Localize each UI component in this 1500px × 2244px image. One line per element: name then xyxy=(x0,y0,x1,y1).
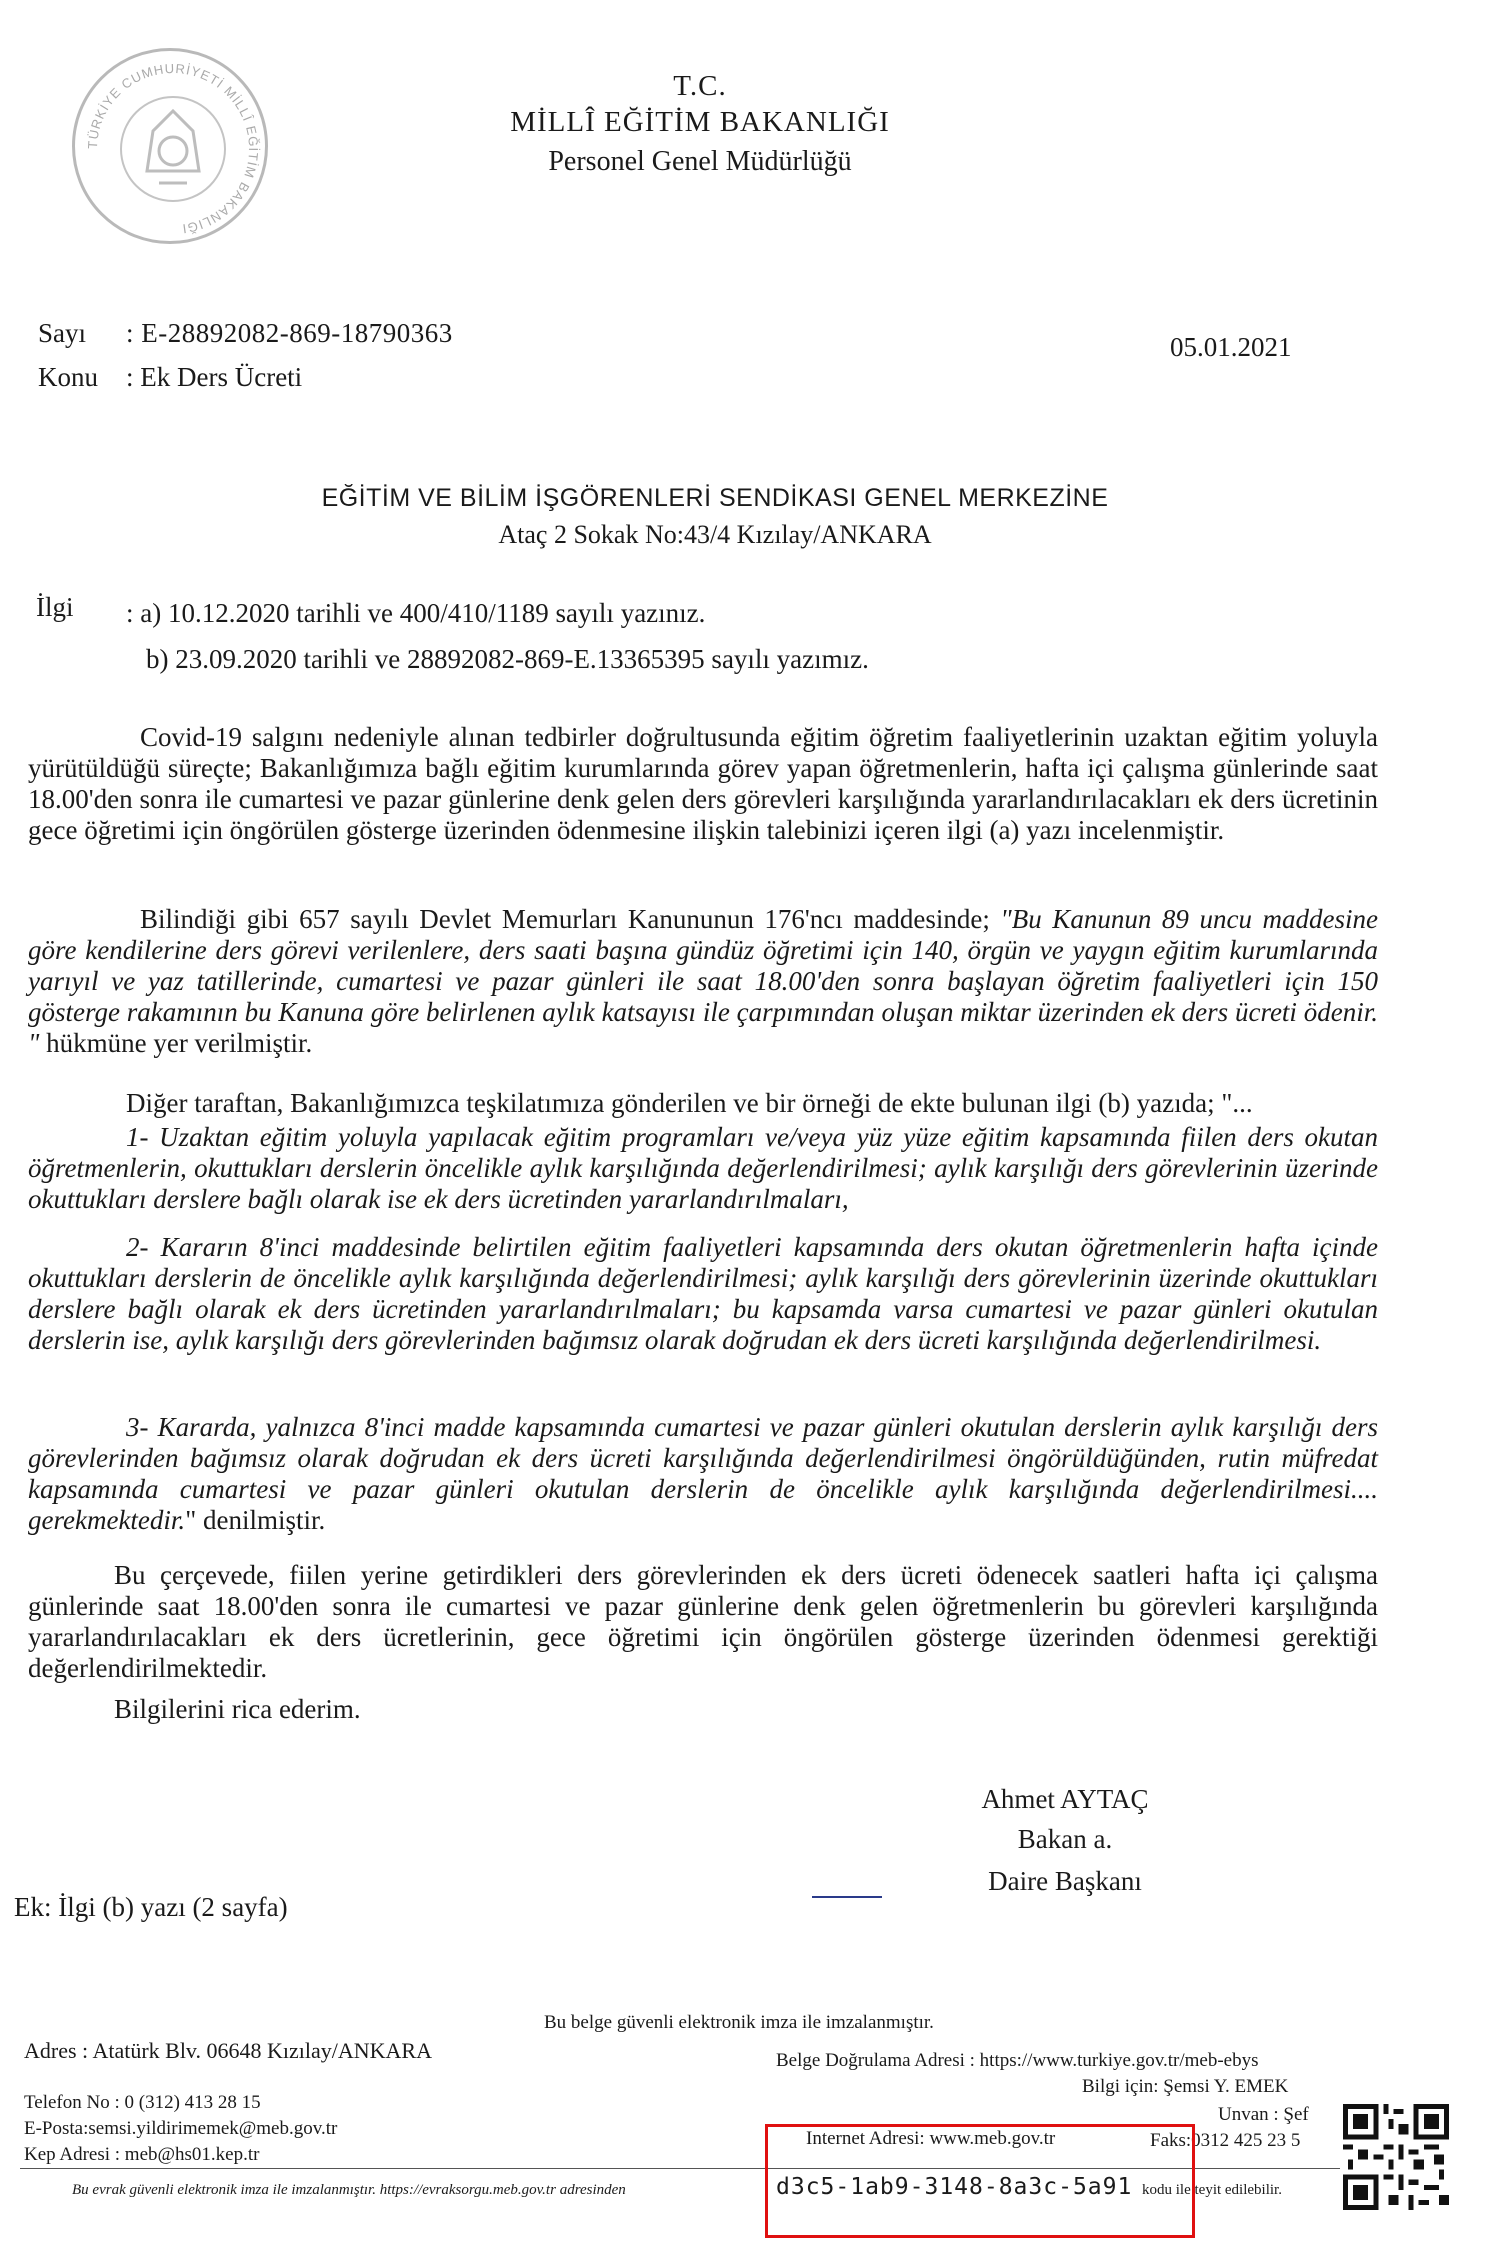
seal-text: TÜRKİYE CUMHURİYETİ MİLLÎ EĞİTİM BAKANLIĞI xyxy=(84,60,262,237)
konu-value: : Ek Ders Ücreti xyxy=(126,362,303,392)
highlight-box xyxy=(765,2124,1195,2238)
ilgi-b: b) 23.09.2020 tarihli ve 28892082-869-E.13365395 sayılı yazımız. xyxy=(146,644,869,674)
signature-mark xyxy=(812,1896,882,1898)
paragraph-3: Diğer taraftan, Bakanlığımızca teşkilatımıza gönderilen ve bir örneği de ekte bulunan ilgi (b) yazıda; "... xyxy=(126,1088,1253,1118)
law-quote: "Bu Kanunun 89 uncu maddesine göre kendilerine ders görevi verilenlere, ders saati başına gündüz öğretimi için 140, örgün ve yaygın eğitim kurumlarında yarıyıl ve yaz tatillerinde, cumartesi ve pazar günleri ile saat 18.00'den sonra başlayan öğretim faaliyetleri için 150 gösterge rakamının bu Kanuna göre belirlenen aylık katsayısı ile çarpımından oluşan miktar üzerinden ek ders ücreti ödenir. " xyxy=(28,904,1378,1058)
signer-name: Ahmet AYTAÇ xyxy=(981,1784,1149,1814)
konu-label: Konu xyxy=(38,362,98,392)
footer-address: Adres : Atatürk Blv. 06648 Kızılay/ANKARA xyxy=(24,2038,432,2063)
verify-address: Belge Doğrulama Adresi : https://www.turkiye.gov.tr/meb-ebys xyxy=(776,2050,1259,2071)
email: E-Posta:semsi.yildirimemek@meb.gov.tr xyxy=(24,2118,338,2139)
attachment-note: Ek: İlgi (b) yazı (2 sayfa) xyxy=(14,1892,288,1922)
closing-line: Bilgilerini rica ederim. xyxy=(114,1694,361,1724)
header-department: Personel Genel Müdürlüğü xyxy=(548,146,852,177)
addressee-line1: EĞİTİM VE BİLİM İŞGÖRENLERİ SENDİKASI GENEL MERKEZİNE xyxy=(321,484,1109,512)
paragraph-2 xyxy=(28,904,1378,1059)
kep-address: Kep Adresi : meb@hs01.kep.tr xyxy=(24,2144,260,2165)
info-contact: Bilgi için: Şemsi Y. EMEK xyxy=(1082,2076,1289,2097)
fax: Faks:0312 425 23 5 xyxy=(1150,2130,1301,2151)
bottom-suffix: kodu ile teyit edilebilir. xyxy=(1142,2182,1282,2198)
addressee-line2: Ataç 2 Sokak No:43/4 Kızılay/ANKARA xyxy=(498,520,932,549)
internet-address: Internet Adresi: www.meb.gov.tr xyxy=(806,2128,1056,2149)
paragraph-2-end: hükmüne yer verilmiştir. xyxy=(39,1028,313,1058)
document-date: 05.01.2021 xyxy=(1170,332,1292,362)
sayi-label: Sayı xyxy=(38,318,87,348)
paragraph-1: Covid-19 salgını nedeniyle alınan tedbirler doğrultusunda eğitim öğretim faaliyetlerinin uzaktan eğitim yoluyla yürütüldüğü süreçte; Bakanlığımıza bağlı eğitim kurumlarında görev yapan öğretmenlerin, hafta içi çalışma günlerinde saat 18.00'den sonra ile cumartesi ve pazar günlerine denk gelen ders görevleri karşılığında yararlandırılacakları ek ders ücretinin gece öğretimi için öngörülen gösterge üzerinden ödenmesine ilişkin talebinizi içeren ilgi (a) yazı incelenmiştir. xyxy=(28,722,1378,845)
qr-code xyxy=(1343,2104,1449,2210)
signer-title-1: Bakan a. xyxy=(1017,1824,1113,1854)
header-tc: T.C. xyxy=(673,70,727,102)
signer-title-2: Daire Başkanı xyxy=(988,1866,1142,1896)
quote-item-2: 2- Kararın 8'inci maddesinde belirtilen eğitim faaliyetleri kapsamında ders okutan öğretmenlerin hafta içinde okuttukları derslerin de öncelikle aylık karşılığında değerlendirilmesi; aylık karşılığı ders görevlerinin üzerinde okuttukları derslere bağlı olarak ek ders ücretinden yararlandırılmaları; bu kapsamda varsa cumartesi ve pazar günleri okutulan derslerin ise, aylık karşılığı ders görevlerinden bağımsız olarak doğrudan ek ders ücreti karşılığında değerlendirilmesi. xyxy=(28,1232,1378,1355)
paragraph-2-start: Bilindiği gibi 657 sayılı Devlet Memurları Kanununun 176'ncı maddesinde; xyxy=(140,904,1001,934)
esign-note: Bu belge güvenli elektronik imza ile imzalanmıştır. xyxy=(544,2012,934,2033)
phone: Telefon No : 0 (312) 413 28 15 xyxy=(24,2092,261,2113)
unvan: Unvan : Şef xyxy=(1218,2104,1309,2125)
header-ministry: MİLLÎ EĞİTİM BAKANLIĞI xyxy=(510,106,890,138)
quote-end: " denilmiştir. xyxy=(185,1505,326,1535)
quote-item-3: 3- Kararda, yalnızca 8'inci madde kapsamında cumartesi ve pazar günleri okutulan derslerin aylık karşılığı ders görevlerinden bağımsız olarak doğrudan ek ders ücreti karşılığında değerlendirilmesi öngörüldüğünden, rutin müfredat kapsamında cumartesi ve pazar günleri okutulan derslerin de öncelikle aylık karşılığında değerlendirilmesi.... gerekmektedir. xyxy=(28,1412,1378,1535)
paragraph-4: Bu çerçevede, fiilen yerine getirdikleri ders görevlerinden ek ders ücreti ödenecek saatleri hafta içi çalışma günlerinde saat 18.00'den sonra ile cumartesi ve pazar günlerine denk gelen öğretmenlerin bu görevleri karşılığında yararlandırılacakları ek ders ücretlerinin, gece öğretimi için öngörülen gösterge üzerinden ödenmesi gerektiği değerlendirilmektedir. xyxy=(28,1560,1378,1683)
sayi-value: : E-28892082-869-18790363 xyxy=(126,318,453,348)
quote-item-3-wrap xyxy=(28,1412,1378,1536)
ilgi-a: : a) 10.12.2020 tarihli ve 400/410/1189 sayılı yazınız. xyxy=(126,598,706,628)
bottom-prefix: Bu evrak güvenli elektronik imza ile imzalanmıştır. https://evraksorgu.meb.gov.tr adresinden xyxy=(72,2182,626,2198)
quote-item-1: 1- Uzaktan eğitim yoluyla yapılacak eğitim programları ve/veya yüz yüze eğitim kapsamında fiilen ders okutan öğretmenlerin, okuttukları derslerin öncelikle aylık karşılığında değerlendirilmesi; aylık karşılığı ders görevlerinin üzerinde okuttukları derslere bağlı olarak ise ek ders ücretinden yararlandırılmaları, xyxy=(28,1122,1378,1214)
ilgi-label: İlgi xyxy=(36,592,74,622)
verification-code: d3c5-1ab9-3148-8a3c-5a91 xyxy=(776,2174,1133,2200)
